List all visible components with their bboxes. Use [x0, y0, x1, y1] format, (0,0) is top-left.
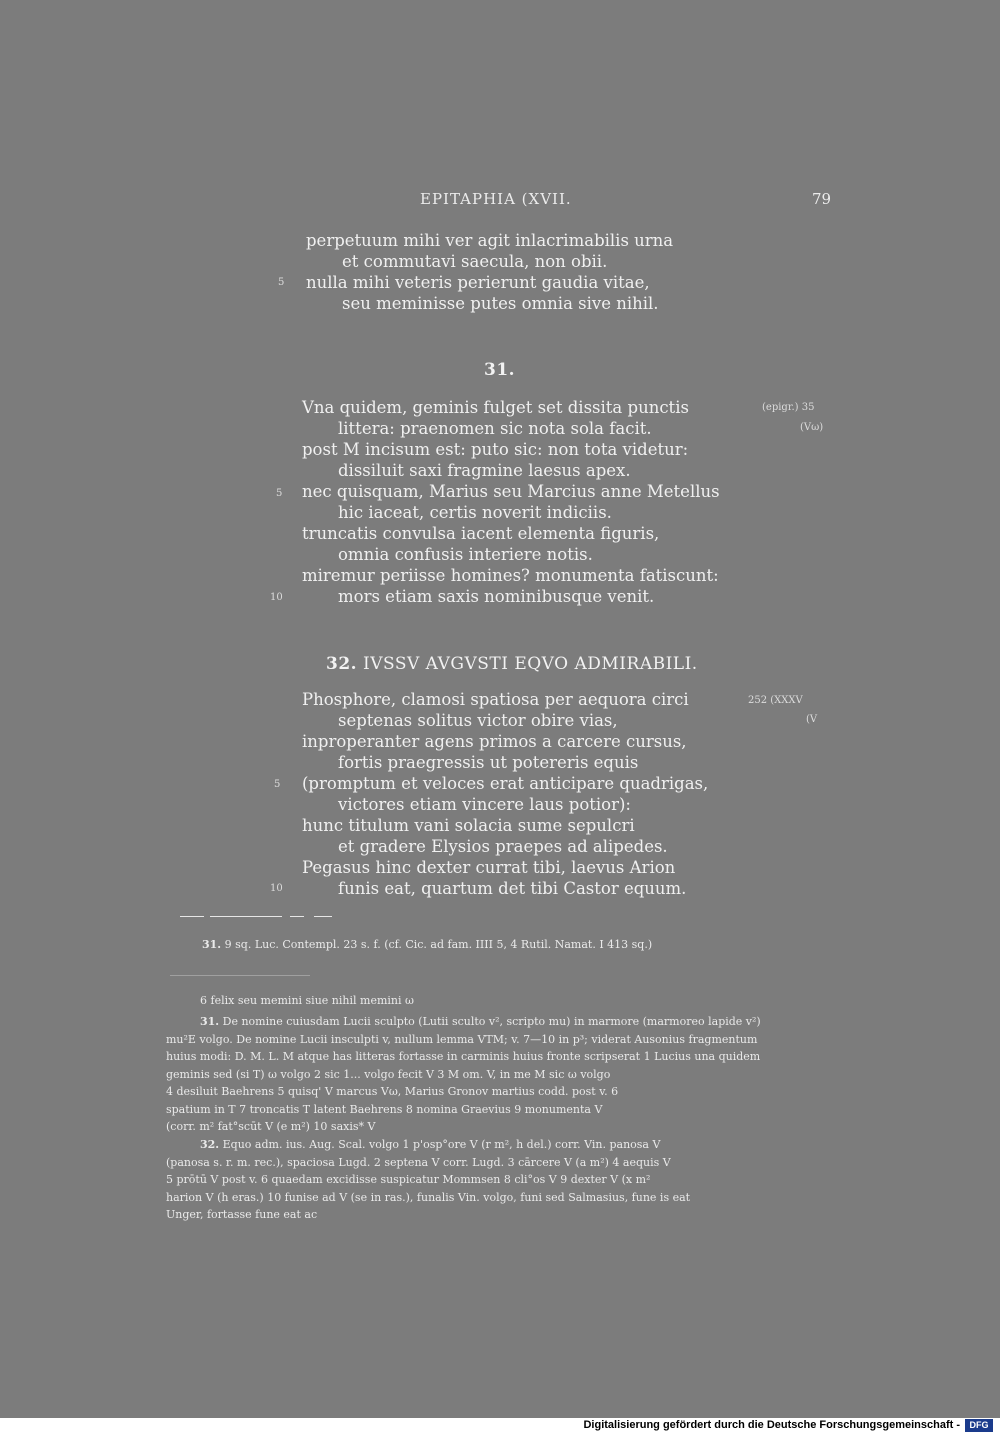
poem31-heading: [484, 360, 515, 380]
dfg-logo: DFG: [965, 1419, 993, 1432]
poem-title: IVSSV AVGVSTI EQVO ADMIRABILI.: [362, 654, 698, 674]
apparatus-line: [166, 1136, 826, 1154]
apparatus-line: 4 desiluit Baehrens 5 quisq' V marcus Vω, Marius Gronov martius codd. post v. 6: [166, 1085, 619, 1098]
footnote-rule: [290, 916, 304, 917]
verse-line: victores etiam vincere laus potior):: [338, 795, 631, 814]
apparatus-line: (corr. m² fat°scūt V (e m²) 10 saxis* V: [166, 1120, 376, 1133]
verse-line: funis eat, quartum det tibi Castor equum.: [338, 879, 687, 898]
verse-line: omnia confusis interiere notis.: [338, 545, 593, 564]
apparatus-line: spatium in T 7 troncatis T latent Baehrens 8 nomina Graevius 9 monumenta V: [166, 1102, 603, 1116]
line-number: 5: [278, 277, 285, 288]
testimonia: [202, 936, 652, 954]
apparatus-32: [166, 1136, 826, 1224]
footnote-rule: [314, 916, 332, 917]
apparatus-line: geminis sed (si T) ω volgo 2 sic 1... volgo fecit V 3 M om. V, in me M sic ω volgo: [166, 1067, 611, 1081]
source-ref: (V: [806, 714, 818, 725]
footnote-rule: [210, 916, 282, 917]
apparatus-line: harion V (h eras.) 10 funise ad V (se in ras.), funalis Vin. volgo, funi sed Salmasius, fune is eat: [166, 1190, 691, 1204]
verse-line: et commutavi saecula, non obii.: [342, 252, 608, 271]
apparatus-line: (panosa s. r. m. rec.), spaciosa Lugd. 2 septena V corr. Lugd. 3 cārcere V (a m²) 4 aequis V: [166, 1155, 671, 1169]
poem32-heading: [326, 654, 698, 674]
poem-number: 31.: [484, 360, 516, 380]
testimonia-number: 31.: [202, 938, 222, 951]
apparatus-separator: [170, 975, 310, 976]
verse-line: post M incisum est: puto sic: non tota videtur:: [302, 440, 689, 459]
verse-line: et gradere Elysios praepes ad alipedes.: [338, 837, 668, 856]
apparatus-line: 6 felix seu memini siue nihil memini ω: [200, 994, 414, 1007]
running-head: EPITAPHIA (XVII.: [420, 190, 572, 208]
apparatus-text: Equo adm. ius. Aug. Scal. volgo 1 p'osp°ore V (r m², h del.) corr. Vin. panosa V: [222, 1138, 661, 1151]
poem30-block: [306, 230, 673, 314]
footer-credit: Digitalisierung gefördert durch die Deutsche Forschungsgemeinschaft -: [583, 1419, 960, 1431]
poem32-block: [302, 689, 708, 899]
line-number: 10: [270, 883, 283, 894]
verse-line: Phosphore, clamosi spatiosa per aequora circi: [302, 690, 689, 709]
apparatus-31: [166, 1013, 826, 1136]
page-number: 79: [812, 190, 832, 208]
apparatus-number: 32.: [200, 1138, 220, 1151]
verse-line: Pegasus hinc dexter currat tibi, laevus Arion: [302, 858, 676, 877]
verse-line: mors etiam saxis nominibusque venit.: [338, 587, 655, 606]
verse-line: septenas solitus victor obire vias,: [338, 711, 618, 730]
line-number: 5: [276, 488, 283, 499]
apparatus-line: huius modi: D. M. L. M atque has litteras fortasse in carminis huius fronte scripserat 1 Lucius una quidem: [166, 1050, 761, 1063]
verse-line: truncatis convulsa iacent elementa figuris,: [302, 524, 660, 543]
line-number: 5: [274, 779, 281, 790]
footnote-rule: [180, 916, 204, 917]
verse-line: littera: praenomen sic nota sola facit.: [338, 419, 652, 438]
apparatus-number: 31.: [200, 1015, 220, 1028]
verse-line: inproperanter agens primos a carcere cursus,: [302, 732, 687, 751]
source-ref: (epigr.) 35: [762, 402, 815, 413]
line-number: 10: [270, 592, 283, 603]
verse-line: seu meminisse putes omnia sive nihil.: [342, 294, 659, 313]
apparatus-line: 5 prōtū V post v. 6 quaedam excidisse suspicatur Mommsen 8 cli°os V 9 dexter V (x m²: [166, 1173, 651, 1186]
source-ref: (Vω): [800, 422, 824, 433]
apparatus-line: Unger, fortasse fune eat ac: [166, 1208, 318, 1221]
verse-line: hunc titulum vani solacia sume sepulcri: [302, 816, 635, 835]
testimonia-text: 9 sq. Luc. Contempl. 23 s. f. (cf. Cic. ad fam. IIII 5, 4 Rutil. Namat. I 413 sq.): [224, 938, 653, 951]
apparatus-line: mu²E volgo. De nomine Lucii insculpti v, nullum lemma VTM; v. 7—10 in p³; viderat Ausonius fragmentum: [166, 1032, 758, 1046]
verse-line: nulla mihi veteris perierunt gaudia vitae,: [306, 273, 650, 292]
apparatus: [200, 992, 820, 1010]
verse-line: hic iaceat, certis noverit indiciis.: [338, 503, 612, 522]
verse-line: miremur periisse homines? monumenta fatiscunt:: [302, 566, 719, 585]
source-ref: 252 (XXXV: [748, 695, 803, 706]
verse-line: perpetuum mihi ver agit inlacrimabilis urna: [306, 231, 674, 250]
verse-line: Vna quidem, geminis fulget set dissita punctis: [302, 398, 689, 417]
verse-line: fortis praegressis ut potereris equis: [338, 753, 639, 772]
verse-line: (promptum et veloces erat anticipare quadrigas,: [302, 774, 709, 793]
apparatus-text: De nomine cuiusdam Lucii sculpto (Lutii sculto v², scripto mu) in marmore (marmoreo lapide v²): [222, 1015, 761, 1028]
verse-line: dissiluit saxi fragmine laesus apex.: [338, 461, 631, 480]
poem31-block: [302, 397, 720, 607]
apparatus-line: [166, 1013, 826, 1031]
poem-number: 32.: [326, 654, 358, 674]
verse-line: nec quisquam, Marius seu Marcius anne Metellus: [302, 482, 720, 501]
